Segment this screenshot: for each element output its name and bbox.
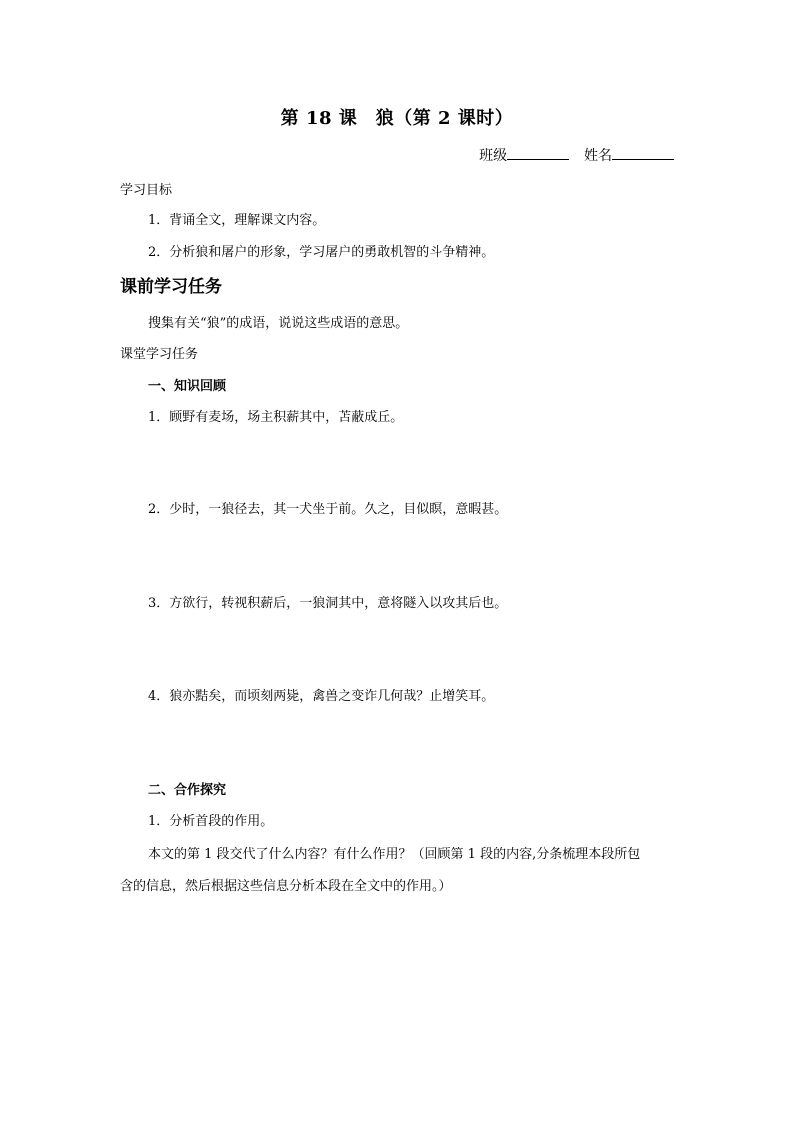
review-item: 3．方欲行，转视积薪后，一狼洞其中，意将隧入以攻其后也。 (148, 596, 508, 611)
review-item: 1．顾野有麦场，场主积薪其中，苫蔽成丘。 (148, 410, 404, 425)
explore-heading: 二、合作探究 (148, 783, 227, 798)
pre-class-text: 搜集有关“狼”的成语，说说这些成语的意思。 (148, 316, 409, 331)
review-item: 2．少时，一狼径去，其一犬坐于前。久之，目似瞑，意暇甚。 (148, 502, 508, 517)
class-blank (507, 145, 569, 160)
objective-item: 1．背诵全文，理解课文内容。 (148, 213, 326, 228)
name-blank (612, 145, 674, 160)
class-name-line (479, 145, 674, 165)
pre-class-heading: 课前学习任务 (120, 277, 222, 297)
class-label: 班级 (479, 148, 508, 164)
explore-paragraph-line2: 含的信息，然后根据这些信息分析本段在全文中的作用。） (120, 879, 452, 894)
objective-item: 2．分析狼和屠户的形象，学习屠户的勇敢机智的斗争精神。 (148, 245, 495, 260)
page-title: 第 18 课 狼（第 2 课时） (280, 108, 514, 129)
objectives-heading: 学习目标 (120, 183, 173, 198)
in-class-heading: 课堂学习任务 (120, 347, 199, 362)
review-heading: 一、知识回顾 (148, 379, 227, 394)
review-item: 4．狼亦黠矣，而顷刻两毙，禽兽之变诈几何哉？止增笑耳。 (148, 689, 495, 704)
name-label: 姓名 (584, 148, 612, 164)
explore-item: 1．分析首段的作用。 (148, 814, 274, 829)
explore-paragraph-line1: 本文的第 1 段交代了什么内容？有什么作用？（回顾第 1 段的内容,分条梳理本段所包 (148, 847, 641, 862)
